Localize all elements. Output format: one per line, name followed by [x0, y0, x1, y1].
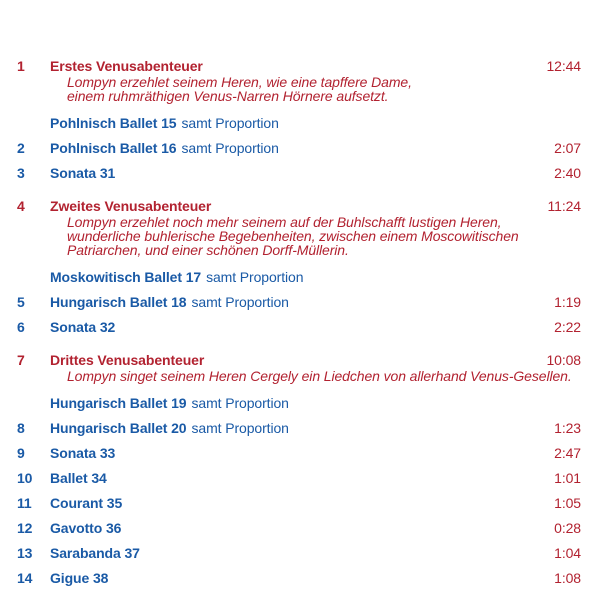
- track-number: 2: [17, 140, 25, 156]
- track-number: 14: [17, 570, 33, 586]
- description-line: Patriarchen, und einer schönen Dorff-Müllerin.: [67, 242, 349, 258]
- track-title: Hungarisch Ballet 20: [50, 420, 187, 436]
- section-description: [67, 369, 581, 383]
- track-duration: 0:28: [554, 520, 581, 536]
- track-row: [17, 446, 581, 460]
- track-title: Pohlnisch Ballet 15: [50, 115, 177, 131]
- track-row: [17, 295, 581, 309]
- section-description: [67, 215, 581, 257]
- track-duration: 2:47: [554, 445, 581, 461]
- section-header-row: [17, 59, 581, 73]
- track-title-suffix: samt Proportion: [191, 395, 289, 411]
- track-title: Gavotto 36: [50, 520, 122, 536]
- track-row: [17, 141, 581, 155]
- tracklist: [17, 59, 581, 585]
- track-row: [17, 521, 581, 535]
- track-row: [17, 166, 581, 180]
- track-duration: 2:40: [554, 165, 581, 181]
- track-number: 1: [17, 58, 25, 74]
- description-line: einem ruhmräthigen Venus-Narren Hörnere aufsetzt.: [67, 88, 389, 104]
- track-title-suffix: samt Proportion: [181, 115, 279, 131]
- track-duration: 10:08: [546, 352, 581, 368]
- section-title: Erstes Venusabenteuer: [50, 58, 203, 74]
- track-row: [17, 496, 581, 510]
- movement-subtitle-row: [17, 270, 581, 284]
- movement-subtitle-row: [17, 116, 581, 130]
- track-duration: 12:44: [546, 58, 581, 74]
- description-line: Lompyn erzehlet seinem Heren, wie eine tapffere Dame,: [67, 74, 412, 90]
- track-number: 4: [17, 198, 25, 214]
- track-duration: 1:05: [554, 495, 581, 511]
- track-row: [17, 571, 581, 585]
- track-title: Pohlnisch Ballet 16: [50, 140, 177, 156]
- track-title: Moskowitisch Ballet 17: [50, 269, 202, 285]
- section-header-row: [17, 199, 581, 213]
- track-title-suffix: samt Proportion: [191, 420, 289, 436]
- section-title: Zweites Venusabenteuer: [50, 198, 212, 214]
- track-number: 10: [17, 470, 33, 486]
- description-line: wunderliche buhlerische Begebenheiten, zwischen einem Moscowitischen: [67, 228, 519, 244]
- track-row: [17, 546, 581, 560]
- track-title: Ballet 34: [50, 470, 107, 486]
- track-title: Sonata 32: [50, 319, 116, 335]
- track-duration: 1:23: [554, 420, 581, 436]
- description-line: Lompyn singet seinem Heren Cergely ein Liedchen von allerhand Venus-Gesellen.: [67, 368, 572, 384]
- track-number: 11: [17, 495, 32, 511]
- track-number: 12: [17, 520, 33, 536]
- track-title: Sonata 31: [50, 165, 116, 181]
- track-title: Hungarisch Ballet 18: [50, 294, 187, 310]
- track-number: 13: [17, 545, 33, 561]
- track-title-suffix: samt Proportion: [206, 269, 304, 285]
- track-row: [17, 471, 581, 485]
- track-title: Sarabanda 37: [50, 545, 140, 561]
- track-duration: 1:01: [554, 470, 581, 486]
- track-number: 5: [17, 294, 25, 310]
- track-duration: 2:07: [554, 140, 581, 156]
- section-header-row: [17, 353, 581, 367]
- track-title: Sonata 33: [50, 445, 116, 461]
- track-title: Courant 35: [50, 495, 123, 511]
- track-title: Hungarisch Ballet 19: [50, 395, 187, 411]
- section-description: [67, 75, 581, 103]
- track-row: [17, 421, 581, 435]
- track-duration: 1:19: [554, 294, 581, 310]
- track-duration: 1:04: [554, 545, 581, 561]
- track-title-suffix: samt Proportion: [181, 140, 279, 156]
- track-number: 9: [17, 445, 25, 461]
- movement-subtitle-row: [17, 396, 581, 410]
- description-line: Lompyn erzehlet noch mehr seinem auf der Buhlschafft lustigen Heren,: [67, 214, 502, 230]
- track-row: [17, 320, 581, 334]
- track-duration: 1:08: [554, 570, 581, 586]
- track-duration: 2:22: [554, 319, 581, 335]
- track-number: 6: [17, 319, 25, 335]
- track-number: 7: [17, 352, 25, 368]
- track-number: 8: [17, 420, 25, 436]
- section-title: Drittes Venusabenteuer: [50, 352, 205, 368]
- track-duration: 11:24: [547, 198, 581, 214]
- track-title-suffix: samt Proportion: [191, 294, 289, 310]
- track-title: Gigue 38: [50, 570, 109, 586]
- track-number: 3: [17, 165, 25, 181]
